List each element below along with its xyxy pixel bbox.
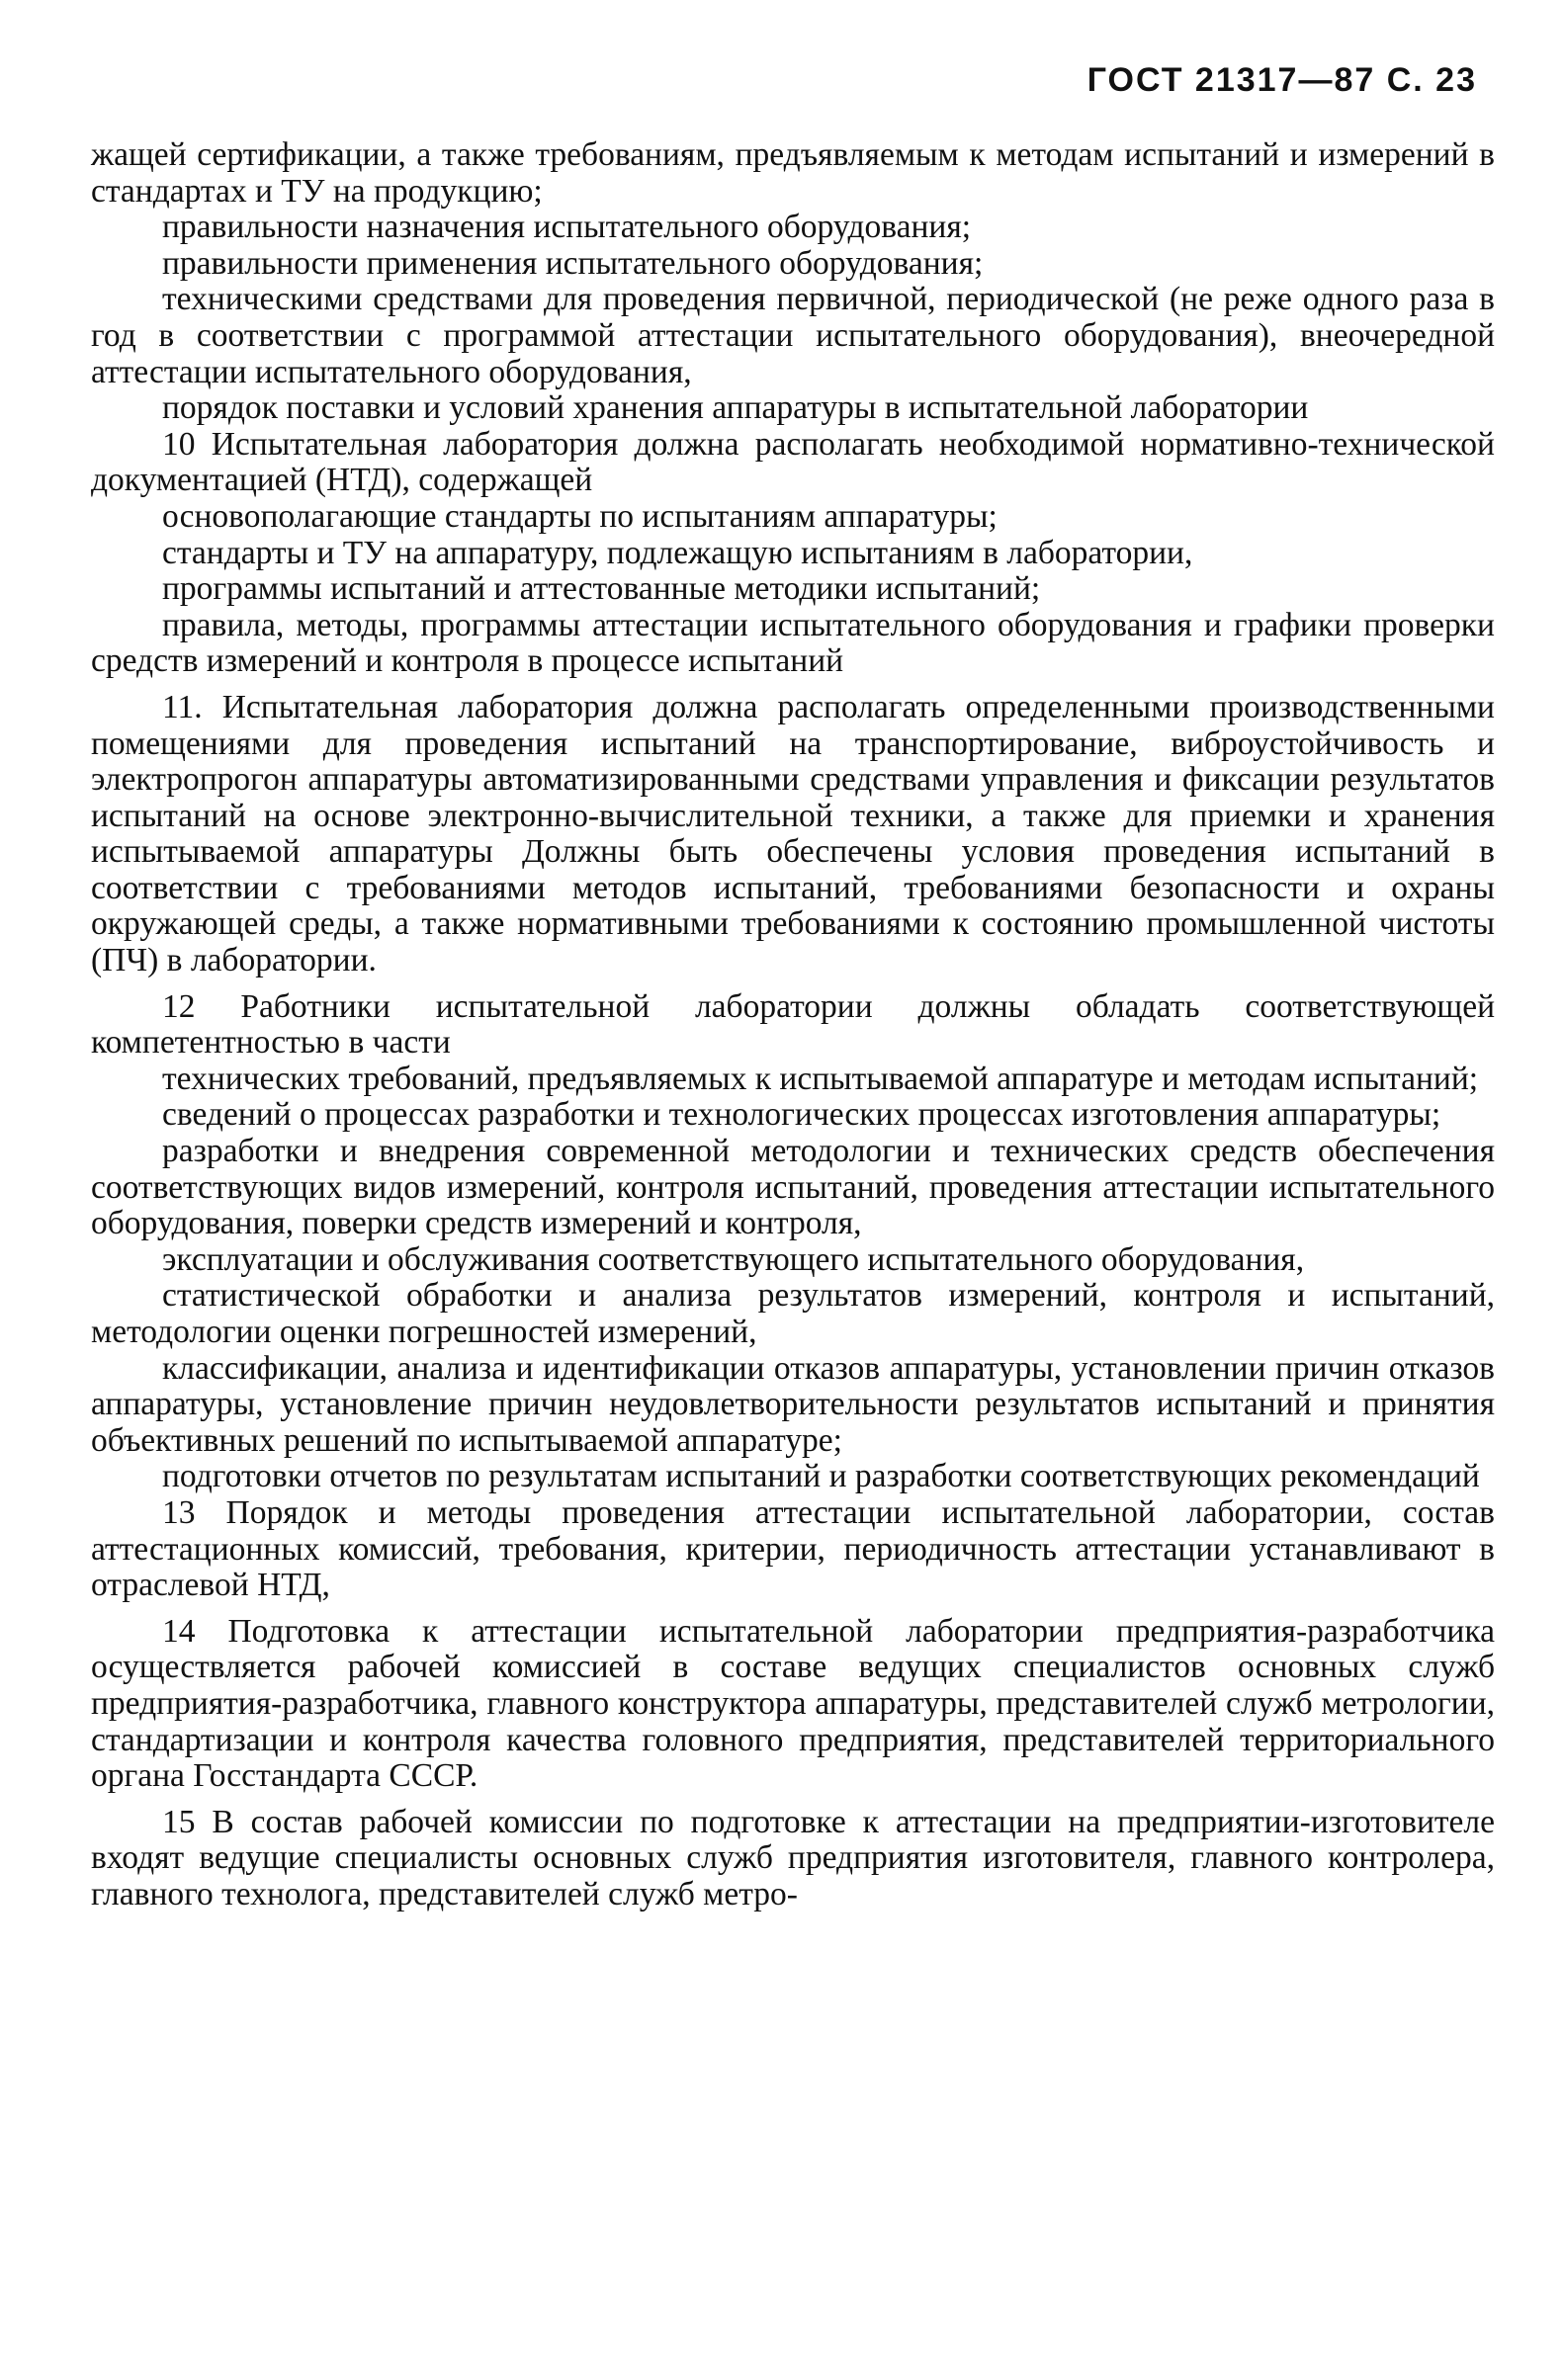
list-item: сведений о процессах разработки и технологических процессах изготовления аппаратуры; xyxy=(162,1096,1441,1134)
list-item: техническими средствами для проведения первичной, периодической (не реже одного раза в год в соответствии с программой аттестации испытательного оборудования), внеочередной аттестации испытательного оборудования, xyxy=(91,281,1495,390)
list-item: правильности применения испытательного оборудования; xyxy=(162,244,984,282)
list-item: классификации, анализа и идентификации отказов аппаратуры, установлении причин отказов аппаратуры, установление причин неудовлетворительности результатов испытаний и принятия объективных решений по испытываемой аппаратуре; xyxy=(91,1349,1495,1459)
list-item: правила, методы, программы аттестации испытательного оборудования и графики проверки средств измерений и контроля в процессе испытаний xyxy=(91,606,1495,680)
clause-10: 10 Испытательная лаборатория должна располагать необходимой нормативно-технической документацией (НТД), содержащей xyxy=(91,425,1495,499)
list-item: правильности назначения испытательного оборудования; xyxy=(162,209,972,246)
paragraph: жащей сертификации, а также требованиям, предъявляемым к методам испытаний и измерений в стандартах и ТУ на продукцию; xyxy=(91,136,1495,210)
clause-14: 14 Подготовка к аттестации испытательной лаборатории предприятия-разработчика осуществляется рабочей комиссией в составе ведущих специалистов основных служб предприятия-разработчика, главного конструктора аппаратуры, представителей служб метрологии, стандартизации и контроля качества головного предприятия, представителей территориального органа Госстандарта СССР. xyxy=(91,1612,1495,1795)
body-text xyxy=(91,137,1495,1913)
list-item: стандарты и ТУ на аппаратуру, подлежащую испытаниям в лаборатории, xyxy=(162,534,1193,571)
clause-15: 15 В состав рабочей комиссии по подготовке к аттестации на предприятии-изготовителе входят ведущие специалисты основных служб предприятия изготовителя, главного контролера, главного технолога, представителей служб метро- xyxy=(91,1803,1495,1912)
clause-13: 13 Порядок и методы проведения аттестации испытательной лаборатории, состав аттестационных комиссий, требования, критерии, периодичность аттестации устанавливают в отраслевой НТД, xyxy=(91,1493,1495,1604)
running-title: ГОСТ 21317—87 С. 23 xyxy=(1086,61,1477,99)
list-item: подготовки отчетов по результатам испытаний и разработки соответствующих рекомендаций xyxy=(162,1458,1480,1495)
list-item: основополагающие стандарты по испытаниям аппаратуры; xyxy=(162,497,998,535)
list-item: эксплуатации и обслуживания соответствующего испытательного оборудования, xyxy=(162,1240,1305,1278)
list-item: технических требований, предъявляемых к испытываемой аппаратуре и методам испытаний; xyxy=(162,1060,1479,1097)
list-item: разработки и внедрения современной методологии и технических средств обеспечения соответствующих видов измерений, контроля испытаний, проведения аттестации испытательного оборудования, поверки средств измерений и контроля, xyxy=(91,1133,1495,1242)
list-item: программы испытаний и аттестованные методики испытаний; xyxy=(162,570,1041,608)
clause-11: 11. Испытательная лаборатория должна располагать определенными производственными помещениями для проведения испытаний на транспортирование, виброустойчивость и электропрогон аппаратуры автоматизированными средствами управления и фиксации результатов испытаний на основе электронно-вычислительной техники, а также для приемки и хранения испытываемой аппаратуры Должны быть обеспечены условия проведения испытаний в соответствии с требованиями методов испытаний, требованиями безопасности и охраны окружающей среды, а также нормативными требованиями к состоянию промышленной чистоты (ПЧ) в лаборатории. xyxy=(91,688,1495,979)
list-item: статистической обработки и анализа результатов измерений, контроля и испытаний, методологии оценки погрешностей измерений, xyxy=(91,1277,1495,1350)
clause-12: 12 Работники испытательной лаборатории должны обладать соответствующей компетентностью в части xyxy=(91,987,1495,1062)
list-item: порядок поставки и условий хранения аппаратуры в испытательной лаборатории xyxy=(162,389,1309,427)
